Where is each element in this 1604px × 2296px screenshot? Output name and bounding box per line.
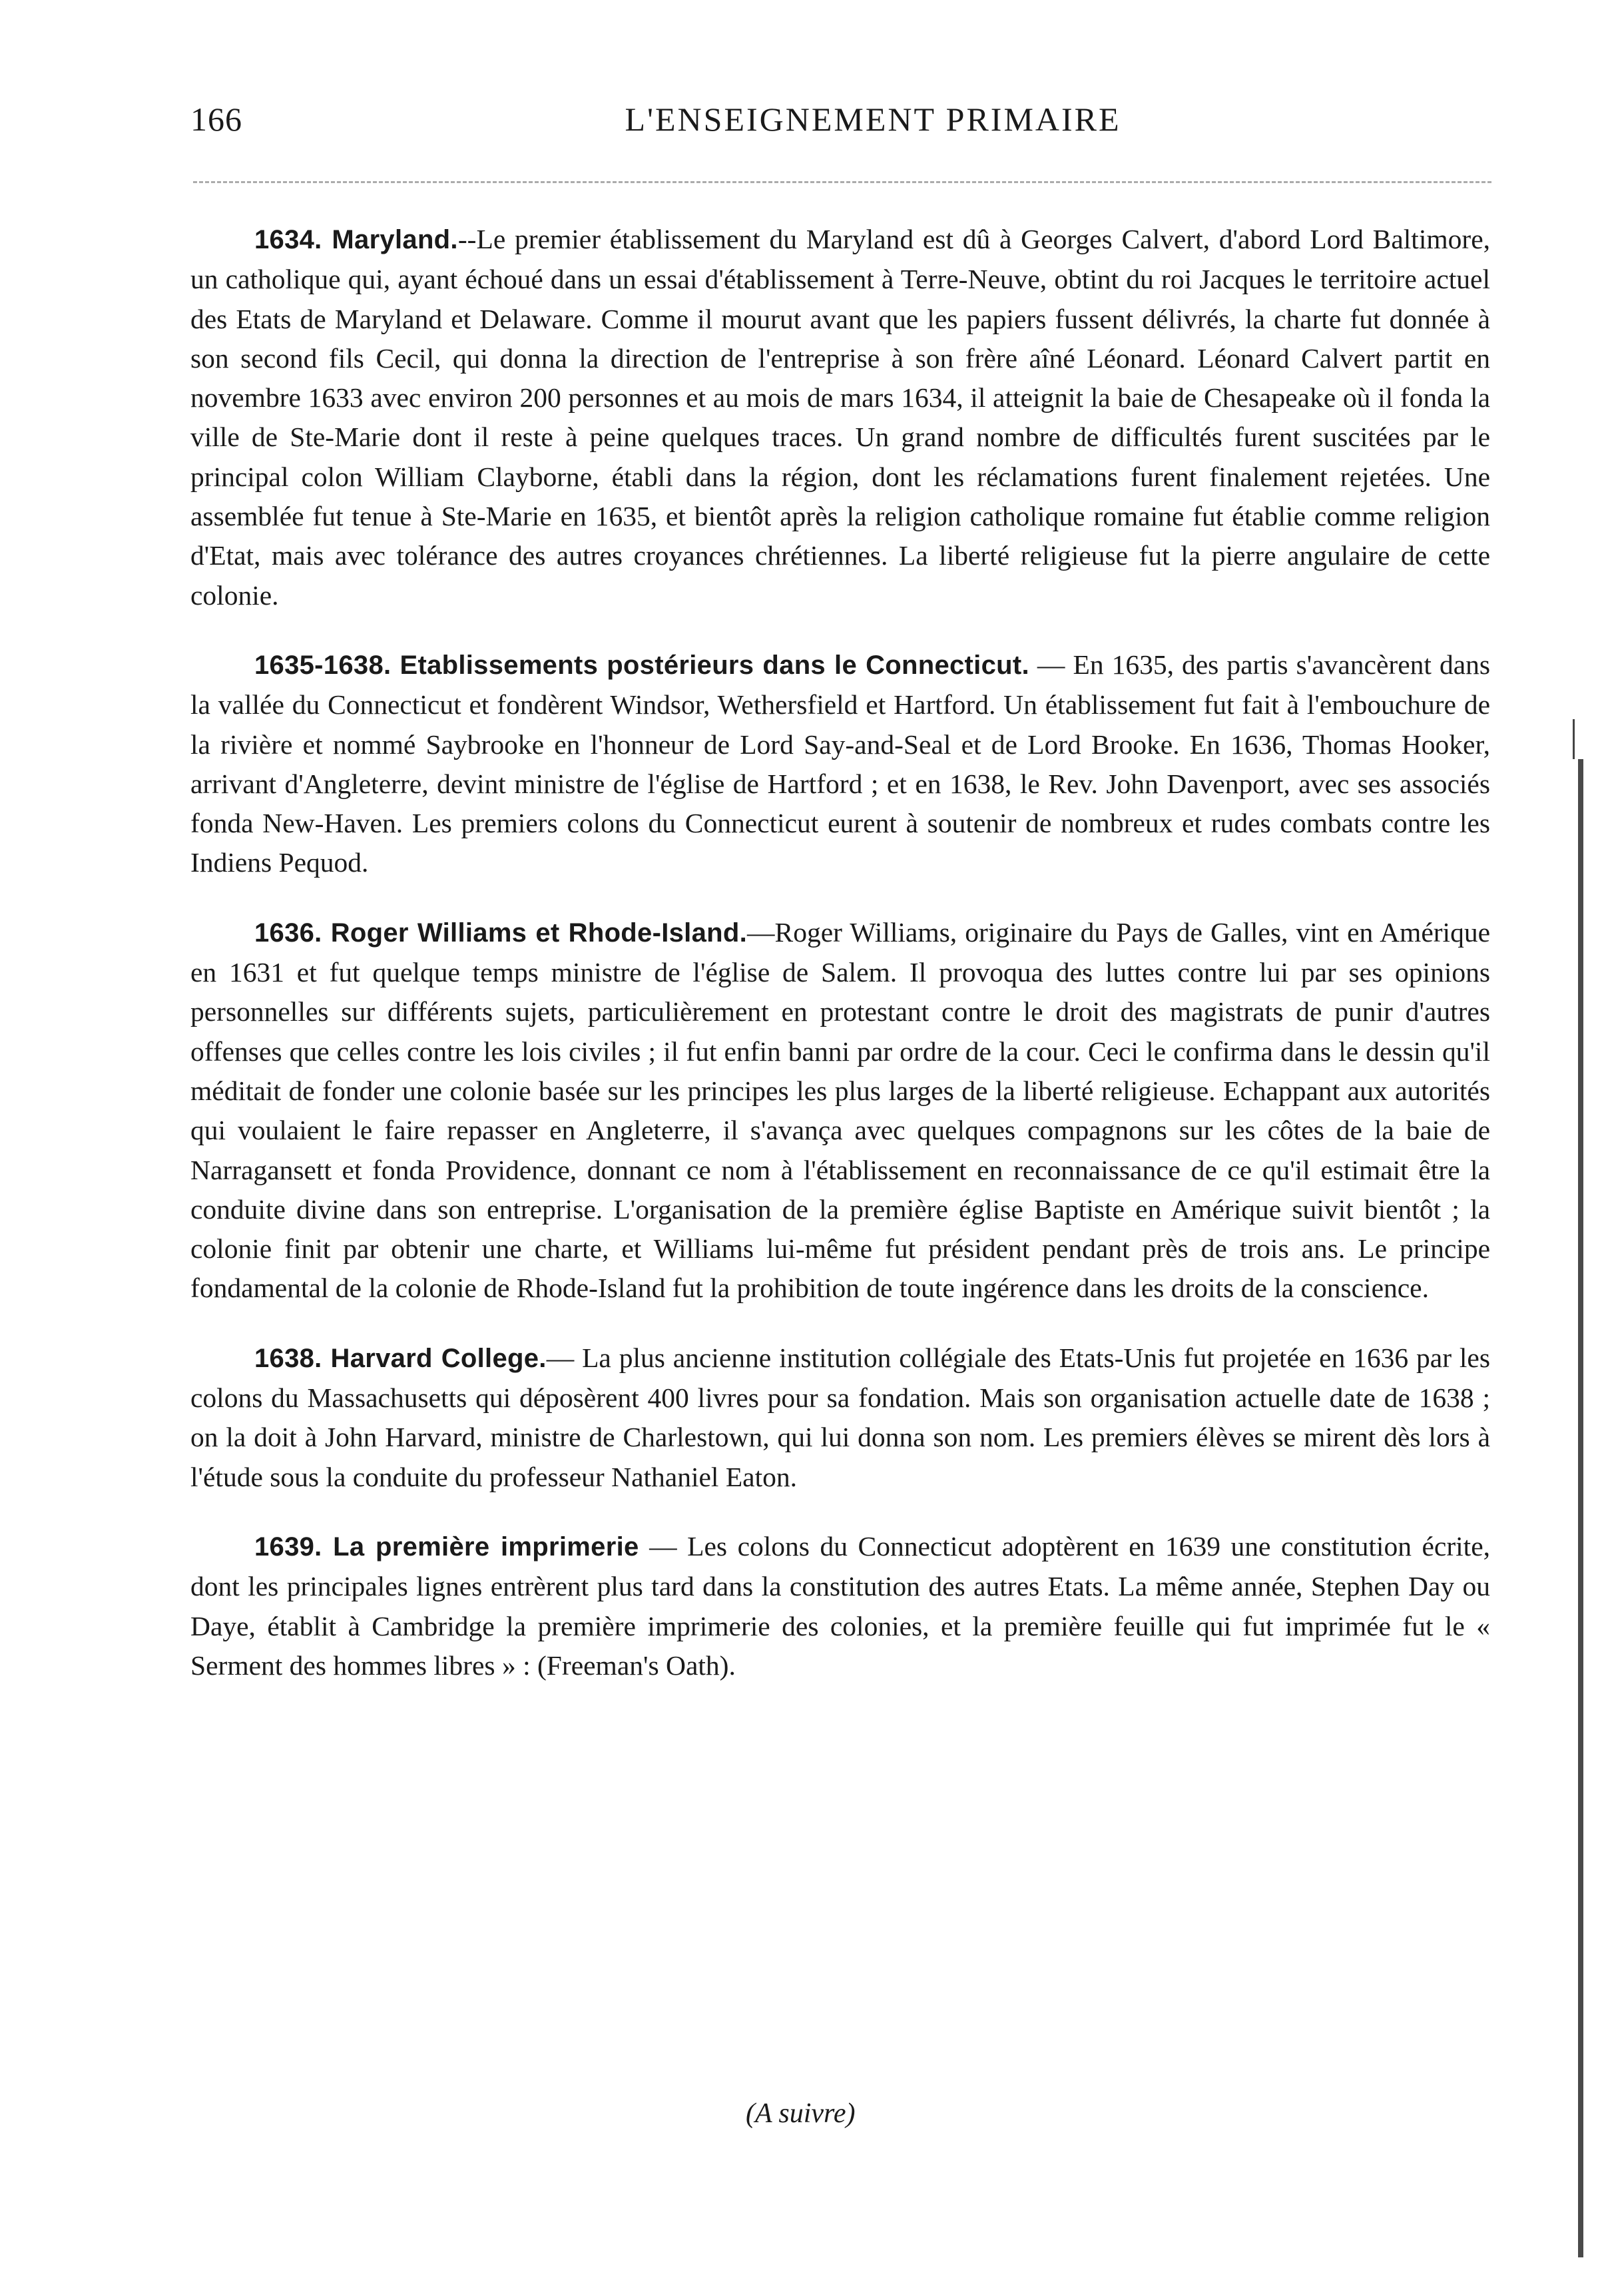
section-harvard: [190, 1338, 1490, 1497]
section-separator: —: [747, 916, 775, 948]
section-text: Les colons du Connecticut adoptèrent en 1639 une constitution écrite, dont les principales lignes entrèrent plus tard dans la constitution des autres Etats. La même année, Stephen Day ou Daye, établit à Cambridge la première imprimerie des colonies, et la première feuille qui fut imprimée fut le « Serment des hommes libres » : (Freeman's Oath).: [190, 1530, 1490, 1681]
section-heading: 1638. Harvard College.: [254, 1343, 547, 1373]
section-rhode-island: [190, 913, 1490, 1308]
section-imprimerie: [190, 1527, 1490, 1685]
section-heading: 1639. La première imprimerie: [254, 1532, 639, 1562]
header-rule: [193, 181, 1491, 183]
scan-margin-line: [1578, 759, 1583, 2257]
section-heading: 1635-1638. Etablissements postérieurs dans le Connecticut.: [254, 650, 1029, 680]
article-body: [190, 220, 1490, 1715]
page-number: 166: [190, 101, 242, 138]
page-header: [190, 100, 1495, 153]
continuation-note: (A suivre): [746, 2098, 856, 2129]
section-separator: --: [457, 224, 477, 254]
section-text: Roger Williams, originaire du Pays de Galles, vint en Amérique en 1631 et fut quelque temps ministre de l'église de Salem. Il provoqua des luttes contre lui par ses opinions personnelles sur différents sujets, particulièrement en protestant contre le droit des magistrats de punir d'autres offenses que celles contre les lois civiles ; il fut enfin banni par ordre de la cour. Ceci le confirma dans le dessin qu'il méditait de fonder une colonie basée sur les principes les plus larges de la liberté religieuse. Echappant aux autorités qui voulaient le faire repasser en Angleterre, il s'avança avec quelques compagnons sur les côtes de la baie de Narragansett et fonda Providence, donnant ce nom à l'établissement en reconnaissance de ce qu'il estimait être la conduite divine dans son entreprise. L'organisation de la première église Baptiste en Amérique suivit bientôt ; la colonie finit par obtenir une charte, et Williams lui-même fut président pendant près de trois ans. Le principe fondamental de la colonie de Rhode-Island fut la prohibition de toute ingérence dans les droits de la conscience.: [190, 916, 1491, 1304]
section-maryland: [190, 220, 1490, 615]
section-separator: —: [639, 1530, 688, 1562]
section-separator: —: [546, 1342, 583, 1373]
running-title: L'ENSEIGNEMENT PRIMAIRE: [625, 101, 1121, 138]
section-heading: 1636. Roger Williams et Rhode-Island.: [254, 918, 748, 948]
section-heading: 1634. Maryland.: [254, 225, 458, 254]
section-text: La plus ancienne institution collégiale des Etats-Unis fut projetée en 1636 par les colons du Massachusetts qui déposèrent 400 livres pour sa fondation. Mais son organisation actuelle date de 1638 ; on la doit à John Harvard, ministre de Charlestown, qui lui donna son nom. Les premiers élèves se mirent dès lors à l'étude sous la conduite du professeur Nathaniel Eaton.: [190, 1342, 1491, 1492]
section-connecticut: [190, 645, 1490, 883]
section-text: Le premier établissement du Maryland est dû à Georges Calvert, d'abord Lord Baltimore, un catholique qui, ayant échoué dans un essai d'établissement à Terre-Neuve, obtint du roi Jacques le territoire actuel des Etats de Maryland et Delaware. Comme il mourut avant que les papiers fussent délivrés, la charte fut donnée à son second fils Cecil, qui donna la direction de l'entreprise à son frère aîné Léonard. Léonard Calvert partit en novembre 1633 avec environ 200 personnes et au mois de mars 1634, il atteignit la baie de Chesapeake où il fonda la ville de Ste-Marie dont il reste à peine quelques traces. Un grand nombre de difficultés furent suscitées par le principal colon William Clayborne, établi dans la région, dont les réclamations furent finalement rejetées. Une assemblée fut tenue à Ste-Marie en 1635, et bientôt après la religion catholique romaine fut établie comme religion d'Etat, mais avec tolérance des autres croyances chrétiennes. La liberté religieuse fut la pierre angulaire de cette colonie.: [190, 224, 1490, 611]
scan-margin-tick: [1573, 719, 1575, 759]
section-text: En 1635, des partis s'avancèrent dans la vallée du Connecticut et fondèrent Windsor, Wethersfield et Hartford. Un établissement fut fait à l'embouchure de la rivière et nommé Saybrooke en l'honneur de Lord Say-and-Seal et de Lord Brooke. En 1636, Thomas Hooker, arrivant d'Angleterre, devint ministre de l'église de Hartford ; et en 1638, le Rev. John Davenport, avec ses associés fonda New-Haven. Les premiers colons du Connecticut eurent à soutenir de nombreux et rudes combats contre les Indiens Pequod.: [190, 649, 1491, 878]
section-separator: —: [1029, 649, 1073, 680]
